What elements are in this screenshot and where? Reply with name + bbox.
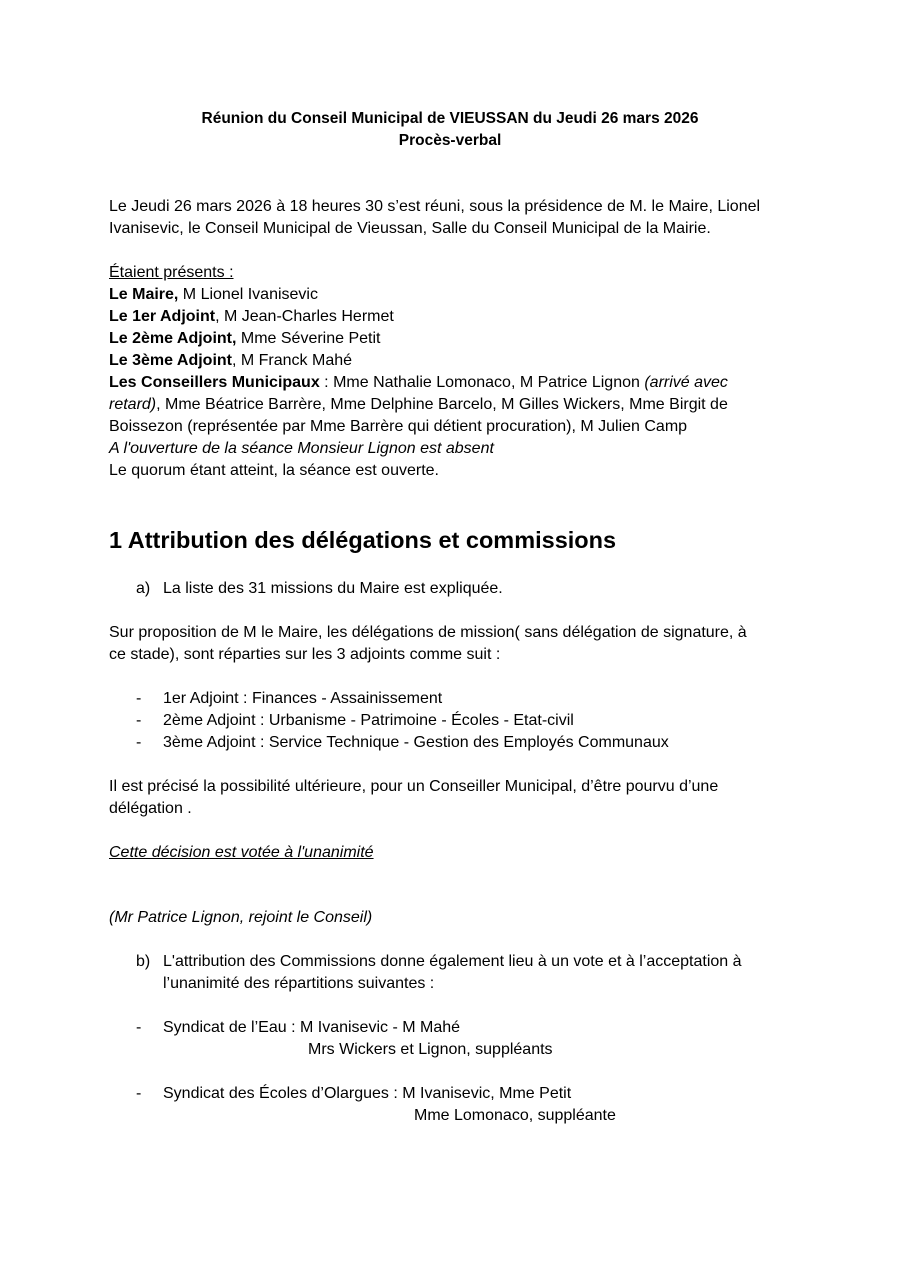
adjoint-2-label: Le 2ème Adjoint, (109, 330, 237, 347)
conseillers-text-1: : Mme Nathalie Lomonaco, M Patrice Lignon (319, 374, 645, 391)
presents-conseillers-line-3: Boissezon (représentée par Mme Barrère qui détient procuration), M Julien Camp (109, 418, 688, 435)
presents-adjoint-1 (109, 306, 799, 328)
presents-conseillers-line-1 (109, 372, 799, 394)
intro-line-1: Le Jeudi 26 mars 2026 à 18 heures 30 s’est réuni, sous la présidence de M. le Maire, Lionel (109, 198, 761, 215)
conseillers-label: Les Conseillers Municipaux (109, 374, 320, 391)
commission-ecoles-line-2: Mme Lomonaco, suppléante (414, 1107, 616, 1124)
item-b-line-2: l’unanimité des répartitions suivantes : (163, 975, 435, 992)
commission-eau-line-1: Syndicat de l’Eau : M Ivanisevic - M Mahé (163, 1019, 461, 1036)
proposition-line-2: ce stade), sont réparties sur les 3 adjoints comme suit : (109, 646, 501, 663)
vote-note-block (109, 842, 799, 864)
list-item-marker: - (136, 734, 142, 751)
commission-ecoles-line-1: Syndicat des Écoles d’Olargues : M Ivanisevic, Mme Petit (163, 1085, 572, 1102)
lignon-note-block (109, 907, 799, 929)
commission-eau-line-2: Mrs Wickers et Lignon, suppléants (308, 1041, 553, 1058)
intro-line-2: Ivanisevic, le Conseil Municipal de Vieussan, Salle du Conseil Municipal de la Mairie. (109, 220, 711, 237)
presents-adjoint-3 (109, 350, 799, 372)
item-a-marker: a) (136, 580, 151, 597)
section-1-heading: 1 Attribution des délégations et commissions (109, 527, 617, 553)
presents-heading: Étaient présents : (109, 264, 234, 281)
presents-conseillers-line-2 (109, 394, 799, 416)
precision-line-1: Il est précisé la possibilité ultérieure, pour un Conseiller Municipal, d’être pourvu d’une (109, 778, 719, 795)
list-item-adjoint-2: 2ème Adjoint : Urbanisme - Patrimoine - Écoles - Etat-civil (163, 712, 574, 729)
maire-name: M Lionel Ivanisevic (178, 286, 318, 303)
adjoint-3-label: Le 3ème Adjoint (109, 352, 232, 369)
list-item-marker: - (136, 1019, 142, 1036)
lignon-note: (Mr Patrice Lignon, rejoint le Conseil) (109, 909, 373, 926)
list-item-marker: - (136, 690, 142, 707)
list-item-adjoint-3: 3ème Adjoint : Service Technique - Gestion des Employés Communaux (163, 734, 669, 751)
title-line-2: Procès-verbal (398, 132, 502, 149)
quorum-statement: Le quorum étant atteint, la séance est ouverte. (109, 462, 439, 479)
maire-label: Le Maire, (109, 286, 179, 303)
list-item-marker: - (136, 1085, 142, 1102)
presents-adjoint-2 (109, 328, 799, 350)
adjoint-1-name: , M Jean-Charles Hermet (215, 308, 394, 325)
absent-note: A l'ouverture de la séance Monsieur Lignon est absent (109, 440, 494, 457)
conseillers-italic-2: retard) (109, 396, 157, 413)
list-item-marker: - (136, 712, 142, 729)
document-title (0, 108, 900, 152)
adjoint-2-name: Mme Séverine Petit (236, 330, 381, 347)
item-b-line-1: L'attribution des Commissions donne également lieu à un vote et à l’acceptation à (163, 953, 742, 970)
conseillers-italic-1: (arrivé avec (644, 374, 728, 391)
item-a-text: La liste des 31 missions du Maire est expliquée. (163, 580, 503, 597)
precision-line-2: délégation . (109, 800, 192, 817)
precision-paragraph (109, 776, 799, 820)
list-item-adjoint-1: 1er Adjoint : Finances - Assainissement (163, 690, 443, 707)
title-line-1: Réunion du Conseil Municipal de VIEUSSAN du Jeudi 26 mars 2026 (201, 110, 699, 127)
conseillers-text-2: , Mme Béatrice Barrère, Mme Delphine Barcelo, M Gilles Wickers, Mme Birgit de (156, 396, 728, 413)
adjoint-3-name: , M Franck Mahé (231, 352, 353, 369)
adjoint-1-label: Le 1er Adjoint (109, 308, 216, 325)
presents-block (109, 262, 799, 482)
vote-note: Cette décision est votée à l'unanimité (109, 844, 374, 861)
proposition-paragraph (109, 622, 799, 666)
item-b-marker: b) (136, 953, 151, 970)
intro-paragraph (109, 196, 799, 240)
proposition-line-1: Sur proposition de M le Maire, les délégations de mission( sans délégation de signature, à (109, 624, 747, 641)
presents-maire (109, 284, 799, 306)
